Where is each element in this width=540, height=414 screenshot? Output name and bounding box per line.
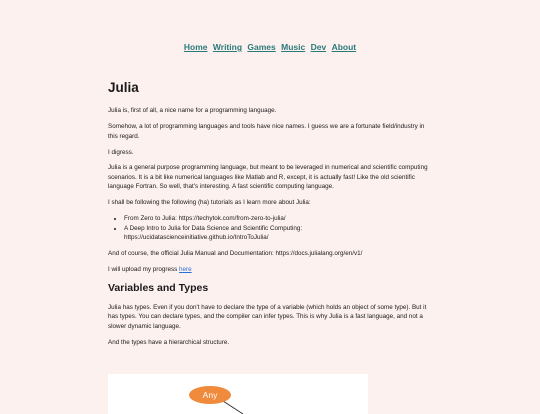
tutorials-list — [108, 214, 434, 242]
nav-games-link[interactable]: Games — [247, 42, 276, 52]
names-paragraph: Somehow, a lot of programming languages and tools have nice names. I guess we are a fortunate field/industry in this regard. — [108, 123, 425, 140]
progress-paragraph — [108, 265, 434, 274]
progress-link[interactable]: here — [179, 265, 192, 273]
any-type-node: Any — [189, 386, 231, 404]
description-paragraph: Julia is a general purpose programming language, but meant to be leveraged in numerical and scientific computing scenarios. It is a bit like numerical languages like Matlab and R, except, it is actually fast! Like the old scientific language Fortran. So well, that's interesting. A fast scientific computing language. — [108, 164, 428, 191]
progress-text: I will upload my progress — [108, 265, 180, 273]
hierarchy-paragraph: And the types have a hierarchical structure. — [108, 338, 230, 346]
section-heading: Variables and Types — [108, 282, 209, 295]
nav-dev-link[interactable]: Dev — [310, 42, 327, 52]
diagram-edges — [108, 374, 368, 414]
article — [108, 80, 434, 354]
types-paragraph: Julia has types. Even if you don't have to declare the type of a variable (which holds an object of some type). But it has types. You can declare types, and the compiler can infer types. This is why Julia is a fast language, and not a slower dynamic language. — [108, 303, 427, 330]
tutorial-item: • From Zero to Julia: https://techytok.com/from-zero-to-julia/ — [124, 214, 434, 223]
docs-paragraph: And of course, the official Julia Manual and Documentation: https://docs.julialang.org/en/v1/ — [108, 250, 363, 257]
top-nav — [0, 42, 540, 52]
page-title: Julia — [108, 80, 139, 95]
tutorials-intro-paragraph: I shall be following the following (ha) tutorials as I learn more about Julia: — [108, 199, 311, 207]
nav-music-link[interactable]: Music — [281, 42, 306, 52]
intro-paragraph: Julia is, first of all, a nice name for a programming language. — [108, 107, 277, 115]
type-hierarchy-diagram — [108, 374, 368, 414]
nav-home-link[interactable]: Home — [183, 42, 208, 52]
nav-writing-link[interactable]: Writing — [212, 42, 243, 52]
diagram-edge — [223, 401, 243, 414]
nav-about-link[interactable]: About — [331, 42, 357, 52]
tutorial-item: • A Deep Intro to Julia for Data Science and Scientific Computing: https://ucidatascienceinitiative.github.io/IntroToJulia/ — [124, 224, 434, 243]
digress-paragraph: I digress. — [108, 148, 134, 156]
